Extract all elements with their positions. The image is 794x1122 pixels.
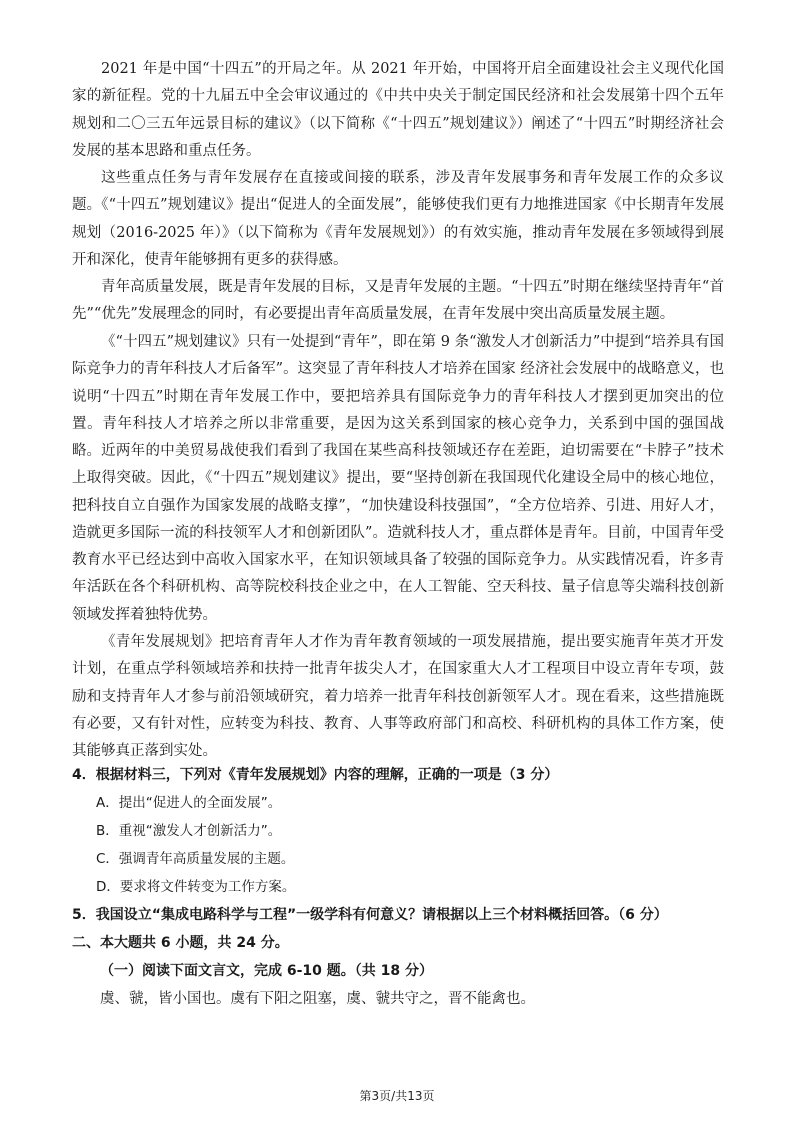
passage-paragraph-4: 《“十四五”规划建议》只有一处提到“青年”，即在第 9 条“激发人才创新活力”中提到“培养具有国际竞争力的青年科技人才后备军”。这突显了青年科技人才培养在国家 经济社会发展中的战略意义，也说明“十四五”时期在青年发展工作中，要把培养具有国际竞争力的青年科技人才摆到更加突出的位置。青年科技人才培养之所以非常重要，是因为这关系到国家的核心竞争力，关系到中国的强国战略。	[72, 334, 724, 460]
passage-paragraph-2: 这些重点任务与青年发展存在直接或间接的联系，涉及青年发展事务和青年发展工作的众多议题。《“十四五”规划建议》提出“促进人的全面发展”，能够使我们更有力地推进国家《中长期青年发展规划（2016-2025 年）》（以下简称为《青年发展规划》）的有效实施，推动青年发展在多领域得到展开和深化，使青年能够拥有更多的获得感。	[72, 170, 724, 268]
subsection-title: （一）阅读下面文言文，完成 6-10 题。（共 18 分）	[100, 963, 434, 979]
question-4-stem: 4．根据材料三，下列对《青年发展规划》内容的理解，正确的一项是（3 分）	[72, 767, 559, 783]
passage-paragraph-5: 近两年的中美贸易战使我们看到了我国在某些高科技领域还存在差距，迫切需要在“卡脖子”技术上取得突破。因此，《“十四五”规划建议》提出，要“坚持创新在我国现代化建设全局中的核心地位，把科技自立自强作为国家发展的战略支撑”，“加快建设科技强国”，“全方位培养、引进、用好人才，造就更多国际一流的科技领军人才和创新团队”。造就科技人才，重点群体是青年。目前，中国青年受教育水平已经达到中高收入国家水平，在知识领域具备了较强的国际竞争力。从实践情况看，许多青年活跃在各个科研机构、高等院校科技企业之中，在人工智能、空天科技、量子信息等尖端科技创新领域发挥着独特优势。	[72, 443, 724, 623]
question-4-option-c: C．强调青年高质量发展的主题。	[96, 851, 295, 867]
passage-paragraph-3: 青年高质量发展，既是青年发展的目标，又是青年发展的主题。“十四五”时期在继续坚持青年“首先”“优先”发展理念的同时，有必要提出青年高质量发展，在青年发展中突出高质量发展主题。	[72, 279, 724, 323]
question-4-option-a: A．提出“促进人的全面发展”。	[96, 795, 282, 811]
section-2-title: 二、本大题共 6 小题，共 24 分。	[72, 935, 289, 951]
passage-paragraph-6: 《青年发展规划》把培育青年人才作为青年教育领域的一项发展措施，提出要实施青年英才开发计划，在重点学科领域培养和扶持一批青年拔尖人才，在国家重大人才工程项目中设立青年专项，鼓励和支持青年人才参与前沿领域研究，着力培养一批青年科技创新领军人才。现在看来，这些措施既有必要，又有针对性，应转变为科技、教育、人事等政府部门和高校、科研机构的具体工作方案，使其能够真正落到实处。	[72, 634, 724, 760]
question-5: 5．我国设立“集成电路科学与工程”一级学科有何意义？请根据以上三个材料概括回答。（6 分）	[72, 907, 668, 923]
question-4-option-b: B．重视“激发人才创新活力”。	[96, 823, 282, 839]
passage-paragraph-1: 2021 年是中国“十四五”的开局之年。从 2021 年开始，中国将开启全面建设社会主义现代化国家的新征程。党的十九届五中全会审议通过的《中共中央关于制定国民经济和社会发展第十四个五年规划和二〇三五年远景目标的建议》（以下简称《“十四五”规划建议》）阐述了“十四五”时期经济社会发展的基本思路和重点任务。	[72, 61, 724, 159]
question-4-option-d: D．要求将文件转变为工作方案。	[96, 879, 296, 895]
page-number: 第3页/共13页	[359, 1089, 435, 1103]
classical-text: 虞、虢，皆小国也。虞有下阳之阻塞，虞、虢共守之，晋不能禽也。	[100, 991, 535, 1007]
